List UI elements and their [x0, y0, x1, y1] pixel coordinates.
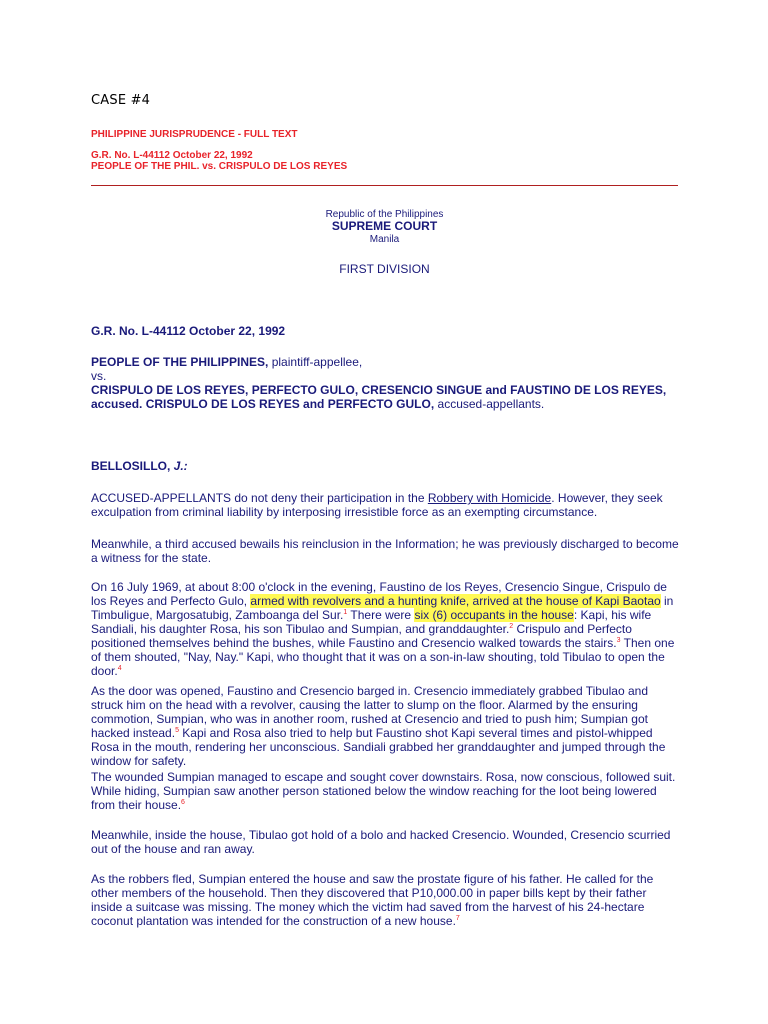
footnote-4[interactable]: 4 — [117, 665, 122, 672]
robbery-homicide-link[interactable]: Robbery with Homicide — [427, 491, 552, 505]
header-divider — [91, 185, 678, 186]
paragraph-2: Meanwhile, a third accused bewails his reinclusion in the Information; he was previously discharged to become a witness for the state. — [91, 537, 679, 565]
p4-text-a: As the door was opened, Faustino and Cresencio barged in. Cresencio immediately grabbed Tibulao and struck him on the head with a revolver, causing the latter to slump on the floor. Alarmed by the ensuring commotion, Sumpian, who was in another room, rushed at Cresencio and tried to push him; Sumpian got hacked instead. — [91, 684, 649, 740]
judge-suffix: J.: — [173, 459, 188, 473]
footnote-6[interactable]: 6 — [181, 799, 185, 806]
judge-name: BELLOSILLO, — [91, 459, 174, 473]
case-number-label: CASE #4 — [91, 93, 151, 108]
division-label: FIRST DIVISION — [339, 262, 430, 276]
footnote-3[interactable]: 3 — [616, 637, 621, 644]
paragraph-7 — [91, 872, 681, 928]
p7-text-a: As the robbers fled, Sumpian entered the house and saw the prostate figure of his father. He called for the other members of the household. Then they discovered that P10,000.00 in paper bills kept by their father inside a suitcase was missing. The money which the victim had saved from the harvest of his 24-hectare coconut plantation was intended for the construction of a new house. — [91, 872, 654, 928]
accused-line-2: accused. CRISPULO DE LOS REYES and PERFECTO GULO, — [91, 397, 435, 411]
p1-text-b: . However, they seek exculpation from criminal liability by interposing irresistible force as an exempting circumstance. — [91, 491, 663, 519]
p3-text-f: Then one of them shouted, "Nay, Nay." Kapi, who thought that it was on a son-in-law shouting, told Tibulao to open the door. — [91, 636, 675, 678]
footnote-1[interactable]: 1 — [343, 609, 348, 616]
accused-role: accused-appellants. — [434, 397, 545, 411]
city-label: Manila — [369, 234, 400, 245]
case-parties — [91, 355, 681, 411]
accused-line-1: CRISPULO DE LOS REYES, PERFECTO GULO, CRESENCIO SINGUE and FAUSTINO DE LOS REYES, — [91, 383, 667, 397]
highlight-armed-arrival: armed with revolvers and a hunting knife, arrived at the house of Kapi Baotao — [250, 594, 661, 608]
ponente — [91, 459, 681, 473]
p3-text-e: Crispulo and Perfecto positioned themselves behind the bushes, while Faustino and Cresencio walked towards the stairs. — [91, 622, 632, 650]
plaintiff-role: plaintiff-appellee, — [268, 355, 363, 369]
plaintiff-line — [91, 355, 681, 369]
p1-text-a: ACCUSED-APPELLANTS do not deny their participation in the — [91, 491, 428, 505]
republic-label: Republic of the Philippines — [325, 209, 444, 220]
header-title-line: PEOPLE OF THE PHIL. vs. CRISPULO DE LOS REYES — [91, 161, 348, 172]
footnote-5[interactable]: 5 — [175, 727, 179, 734]
versus-label: vs. — [91, 369, 107, 383]
footnote-7[interactable]: 7 — [455, 915, 460, 922]
header-gr-line: G.R. No. L-44112 October 22, 1992 — [91, 150, 253, 161]
paragraph-3 — [91, 580, 681, 678]
jurisprudence-header: PHILIPPINE JURISPRUDENCE - FULL TEXT — [91, 129, 298, 140]
p4-text-b: Kapi and Rosa also tried to help but Faustino shot Kapi several times and pistol-whipped Rosa in the mouth, rendering her unconscious. Sandiali grabbed her granddaughter and jumped through the window for safety. — [91, 726, 666, 768]
p3-text-d: : Kapi, his wife Sandiali, his daughter Rosa, his son Tibulao and Sumpian, and granddaughter. — [91, 608, 652, 636]
paragraph-4 — [91, 684, 681, 768]
paragraph-6: Meanwhile, inside the house, Tibulao got hold of a bolo and hacked Cresencio. Wounded, Cresencio scurried out of the house and ran away. — [91, 828, 671, 856]
footnote-2[interactable]: 2 — [509, 623, 514, 630]
paragraph-5 — [91, 770, 681, 812]
case-reference-header — [91, 150, 347, 172]
highlight-occupants: six (6) occupants in the house — [414, 608, 574, 622]
plaintiff-name: PEOPLE OF THE PHILIPPINES, — [91, 355, 269, 369]
p3-text-a: On 16 July 1969, at about 8:00 o'clock in the evening, Faustino de los Reyes, Cresencio Singue, Crispulo de los Reyes and Perfecto Gulo, — [91, 580, 667, 608]
accused-line-2-wrap — [91, 397, 681, 411]
p3-text-b: in Timbuligue, Margosatubig, Zamboanga del Sur. — [91, 594, 674, 622]
case-gr-number: G.R. No. L-44112 October 22, 1992 — [91, 324, 286, 338]
p5-text-a: The wounded Sumpian managed to escape and sought cover downstairs. Rosa, now conscious, followed suit. While hiding, Sumpian saw another person stationed below the window reaching for the loot being lowered from their house. — [91, 770, 676, 812]
paragraph-1 — [91, 491, 681, 519]
p3-text-c: There were — [347, 608, 415, 622]
supreme-court-label: SUPREME COURT — [331, 219, 438, 233]
